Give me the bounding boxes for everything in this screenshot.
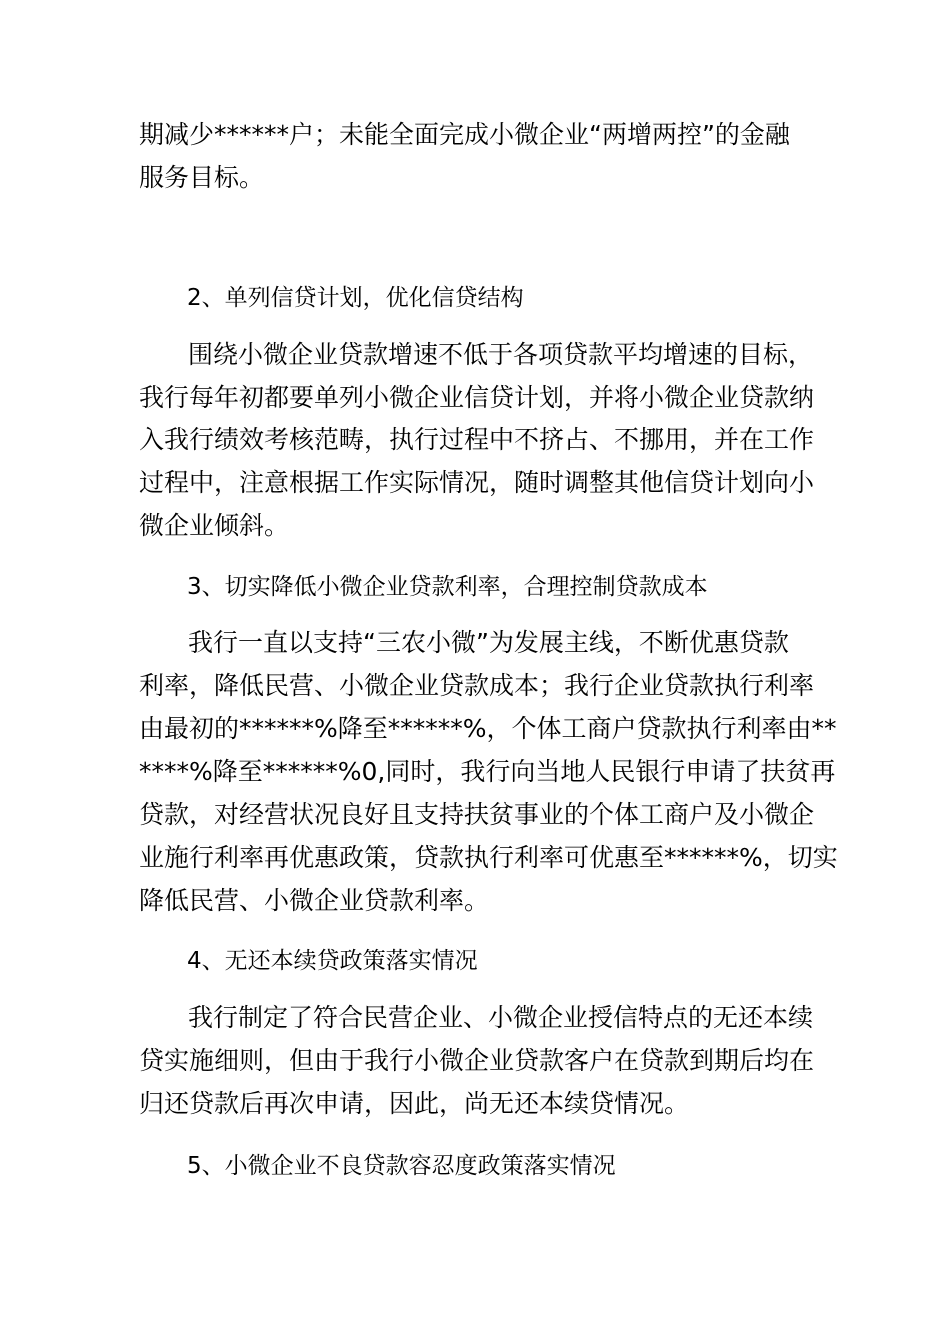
section-heading-4: 4、无还本续贷政策落实情况 (187, 948, 478, 974)
paragraph-2-line-4: 过程中，注意根据工作实际情况，随时调整其他信贷计划向小 (139, 468, 815, 497)
paragraph-2-line-5: 微企业倾斜。 (139, 511, 290, 540)
paragraph-1-line-1: 期减少******户；未能全面完成小微企业“两增两控”的金融 (139, 120, 790, 149)
paragraph-3-line-6: 业施行利率再优惠政策，贷款执行利率可优惠至******%，切实 (139, 843, 838, 872)
paragraph-3-line-1: 我行一直以支持“三农小微”为发展主线，不断优惠贷款 (188, 628, 789, 657)
paragraph-2-line-2: 我行每年初都要单列小微企业信贷计划，并将小微企业贷款纳 (139, 383, 815, 412)
paragraph-4-line-2: 贷实施细则，但由于我行小微企业贷款客户在贷款到期后均在 (139, 1046, 815, 1075)
paragraph-3-line-7: 降低民营、小微企业贷款利率。 (139, 886, 490, 915)
paragraph-4-line-1: 我行制定了符合民营企业、小微企业授信特点的无还本续 (188, 1003, 814, 1032)
paragraph-4-line-3: 归还贷款后再次申请，因此，尚无还本续贷情况。 (139, 1089, 690, 1118)
section-heading-5: 5、小微企业不良贷款容忍度政策落实情况 (187, 1153, 616, 1179)
paragraph-3-line-3: 由最初的******%降至******%，个体工商户贷款执行利率由** (139, 714, 837, 743)
section-heading-2: 2、单列信贷计划，优化信贷结构 (187, 285, 524, 311)
paragraph-3-line-4: ****%降至******%0,同时，我行向当地人民银行申请了扶贫再 (139, 757, 836, 786)
paragraph-2-line-3: 入我行绩效考核范畴，执行过程中不挤占、不挪用，并在工作 (139, 425, 815, 454)
paragraph-2-line-1: 围绕小微企业贷款增速不低于各项贷款平均增速的目标， (188, 340, 814, 369)
paragraph-1-line-2: 服务目标。 (139, 163, 265, 192)
section-heading-3: 3、切实降低小微企业贷款利率，合理控制贷款成本 (187, 574, 708, 600)
paragraph-3-line-5: 贷款，对经营状况良好且支持扶贫事业的个体工商户及小微企 (139, 800, 815, 829)
paragraph-3-line-2: 利率，降低民营、小微企业贷款成本；我行企业贷款执行利率 (139, 671, 815, 700)
